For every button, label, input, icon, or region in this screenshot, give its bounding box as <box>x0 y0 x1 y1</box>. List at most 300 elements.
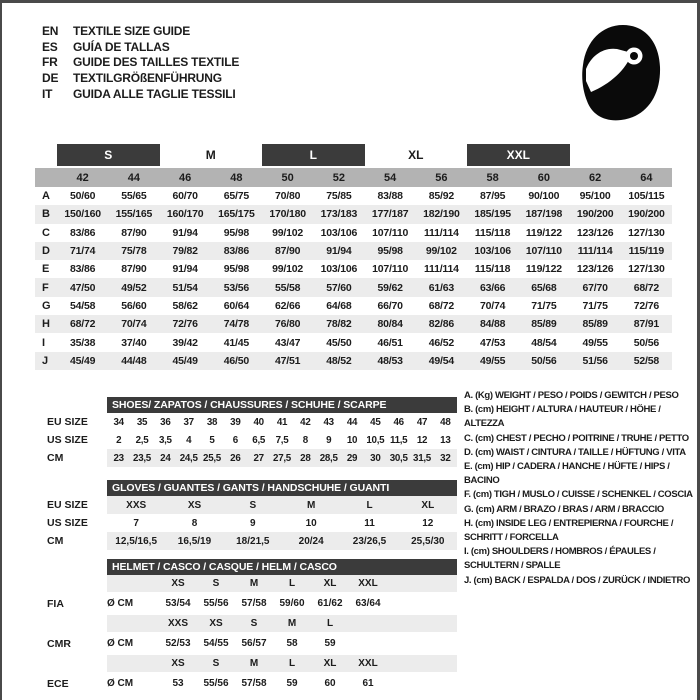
size-value: 71/75 <box>582 299 608 312</box>
helmet-size-row <box>47 575 457 592</box>
size-value: 30 <box>370 452 381 464</box>
size-value: 66/70 <box>377 299 403 312</box>
size-value: 39 <box>230 416 241 428</box>
size-value: 83/86 <box>223 245 250 258</box>
size-number: 52 <box>332 171 345 184</box>
legend-item: C. (cm) CHEST / PECHO / POITRINE / TRUHE / PETTO <box>464 432 689 444</box>
size-value: 26 <box>230 452 241 464</box>
gloves-size-table <box>47 480 457 550</box>
size-group-header-row <box>35 144 672 168</box>
measure-row-a <box>35 187 672 205</box>
measure-row-d <box>35 242 672 260</box>
size-value: 55/65 <box>121 190 147 203</box>
measure-row-b <box>35 205 672 223</box>
size-value: 45/49 <box>69 354 96 367</box>
size-group-m: M <box>205 148 216 162</box>
size-value: 49/55 <box>479 354 506 367</box>
row-label: J <box>42 354 48 367</box>
helmet-size-value: 58 <box>286 638 298 649</box>
size-value: 41/45 <box>223 336 250 349</box>
size-value: 3,5 <box>158 434 172 446</box>
size-value: 111/114 <box>423 263 459 276</box>
helmet-size-label: XS <box>209 618 223 629</box>
size-value: 47/50 <box>69 281 96 294</box>
size-value: 44/48 <box>121 354 147 367</box>
language-label: GUÍA DE TALLAS <box>73 39 170 54</box>
size-value: 45 <box>370 416 381 428</box>
legend-item: G. (cm) ARM / BRAZO / BRAS / ARM / BRACCIO <box>464 503 664 515</box>
row-label: H <box>42 318 50 331</box>
legend-item: J. (cm) BACK / ESPALDA / DOS / ZURÜCK / INDIETRO <box>464 574 690 586</box>
language-label: TEXTILE SIZE GUIDE <box>73 23 191 38</box>
size-value: 85/92 <box>428 190 455 203</box>
size-value: 58/62 <box>172 299 198 312</box>
size-value: 41 <box>276 416 288 428</box>
row-values <box>107 514 457 532</box>
size-value: 49/52 <box>121 281 147 294</box>
diameter-unit: Ø CM <box>107 638 134 649</box>
size-value: 83/86 <box>69 226 96 239</box>
size-value: 74/78 <box>223 318 250 331</box>
size-value: 182/190 <box>423 208 460 221</box>
size-row <box>47 449 457 467</box>
size-number: 48 <box>230 171 243 184</box>
size-value: 9 <box>250 517 256 529</box>
size-value: 48/52 <box>326 354 352 367</box>
row-label: D <box>42 245 50 258</box>
size-value: 18/21,5 <box>236 535 270 547</box>
size-row <box>47 532 457 550</box>
size-value: 91/94 <box>172 263 198 276</box>
size-value: 28 <box>300 452 311 464</box>
size-value: 103/106 <box>320 263 358 276</box>
legend-item: A. (Kg) WEIGHT / PESO / POIDS / GEWITCH / PESO <box>464 390 679 401</box>
size-value: 24 <box>160 452 171 464</box>
helmet-size-value: 55/56 <box>203 678 229 689</box>
language-row <box>42 70 239 86</box>
size-value: 7,5 <box>275 434 289 446</box>
size-value: 150/160 <box>64 208 101 221</box>
size-value: 30,5 <box>389 452 408 464</box>
size-value: 87/90 <box>121 263 147 276</box>
language-title-list <box>42 23 239 102</box>
helmet-rows <box>47 575 457 695</box>
size-value: 6 <box>232 434 238 446</box>
helmet-value-row <box>47 592 457 615</box>
size-value: 173/183 <box>320 208 358 221</box>
standard-label: CMR <box>47 637 71 650</box>
size-number: 56 <box>435 171 448 184</box>
size-number: 60 <box>537 171 550 184</box>
size-value: 62/66 <box>274 299 301 312</box>
size-value: 46 <box>393 416 404 428</box>
language-code: EN <box>42 23 59 38</box>
size-value: 53/56 <box>223 281 250 294</box>
size-value: 127/130 <box>628 226 665 239</box>
helmet-values <box>107 632 457 655</box>
size-value: 43/47 <box>274 336 301 349</box>
size-value: 5 <box>209 434 215 446</box>
size-value: 115/118 <box>474 263 511 276</box>
size-value: 2,5 <box>135 434 149 446</box>
size-value: 23 <box>113 452 124 464</box>
helmet-size-value: 63/64 <box>355 598 381 609</box>
size-group-s: S <box>57 144 160 166</box>
size-value: 68/72 <box>69 318 96 331</box>
size-value: 8 <box>191 517 198 529</box>
size-value: 32 <box>440 452 451 464</box>
row-label <box>47 615 107 632</box>
size-value: 25,5/30 <box>411 535 445 547</box>
helmet-size-label: L <box>288 658 296 669</box>
helmet-size-label: M <box>249 658 259 669</box>
size-value: 99/102 <box>272 226 304 239</box>
size-value: 24,5 <box>179 452 198 464</box>
size-value: 2 <box>116 434 122 446</box>
helmet-size-value: 57/58 <box>241 678 267 689</box>
row-label: F <box>42 281 49 294</box>
size-value: 44 <box>346 416 358 428</box>
size-value: 87/90 <box>121 226 147 239</box>
size-value: 54/58 <box>69 299 96 312</box>
helmet-size-value: 59 <box>324 638 336 649</box>
shoes-section-header: SHOES/ ZAPATOS / CHAUSSURES / SCHUHE / SCARPE <box>107 397 457 413</box>
size-value: 12,5/16,5 <box>115 535 158 547</box>
size-value: 9 <box>326 434 332 446</box>
size-value: 46/52 <box>428 336 455 349</box>
measure-row-c <box>35 224 672 242</box>
size-value: 99/102 <box>272 263 304 276</box>
size-value: 27 <box>253 452 264 464</box>
legend-item: E. (cm) HIP / CADERA / HANCHE / HÜFTE / HIPS / BACINO <box>464 461 670 487</box>
row-label <box>47 655 107 672</box>
size-value: 87/95 <box>479 190 506 203</box>
row-label: E <box>42 263 50 276</box>
size-value: XXS <box>126 499 147 511</box>
standard-label: FIA <box>47 597 64 610</box>
measure-row-h <box>35 315 672 333</box>
diameter-unit: Ø CM <box>107 678 134 689</box>
size-value: 119/122 <box>525 226 562 239</box>
helmet-size-value: 55/56 <box>203 598 229 609</box>
size-value: 115/119 <box>628 245 665 258</box>
size-value: 87/91 <box>633 318 660 331</box>
size-value: 107/110 <box>372 226 409 239</box>
measure-row-i <box>35 333 672 351</box>
size-value: 27,5 <box>273 452 291 464</box>
standard-label: ECE <box>47 677 69 690</box>
size-value: 83/88 <box>377 190 403 203</box>
measurement-rows <box>35 187 672 370</box>
row-label: EU SIZE <box>47 416 88 428</box>
helmet-value-row <box>47 632 457 655</box>
helmet-values <box>107 592 457 615</box>
row-label: C <box>42 226 50 239</box>
row-label <box>47 575 107 592</box>
size-number: 62 <box>589 171 602 184</box>
gloves-rows <box>47 496 457 550</box>
row-values <box>107 431 457 449</box>
size-value: 80/84 <box>377 318 403 331</box>
size-value: 28,5 <box>319 452 338 464</box>
size-value: 25,5 <box>203 452 221 464</box>
size-value: 99/102 <box>425 245 457 258</box>
language-label: GUIDE DES TAILLES TEXTILE <box>73 55 240 70</box>
size-number: 50 <box>281 171 294 184</box>
row-values <box>107 532 457 550</box>
size-group-xl: XL <box>408 148 424 162</box>
legend-item: D. (cm) WAIST / CINTURA / TAILLE / HÜFTUNG / VITA <box>464 446 686 458</box>
size-value: 67/70 <box>582 281 608 294</box>
size-value: 48/53 <box>377 354 403 367</box>
size-value: 31,5 <box>413 452 431 464</box>
size-value: 10 <box>305 517 317 529</box>
helmet-size-value: 61 <box>362 678 374 689</box>
helmet-size-row <box>47 655 457 672</box>
measurement-legend <box>464 389 697 588</box>
size-value: 57/60 <box>326 281 352 294</box>
helmet-size-value: 61/62 <box>317 598 343 609</box>
size-value: 51/54 <box>172 281 198 294</box>
size-value: 65/75 <box>223 190 250 203</box>
size-value: 45/49 <box>172 354 198 367</box>
size-value: 51/56 <box>582 354 608 367</box>
helmet-size-label: S <box>212 578 220 589</box>
size-value: 42 <box>300 416 311 428</box>
size-value: 95/98 <box>377 245 403 258</box>
helmet-size-value: 53 <box>172 678 184 689</box>
size-value: 49/55 <box>582 336 608 349</box>
shoes-rows <box>47 413 457 467</box>
size-row <box>47 514 457 532</box>
legend-item: F. (cm) TIGH / MUSLO / CUISSE / SCHENKEL / COSCIA <box>464 489 693 501</box>
size-value: 82/86 <box>428 318 455 331</box>
size-value: 34 <box>113 416 124 428</box>
helmet-size-label: XXS <box>167 618 188 629</box>
size-value: 37 <box>183 416 194 428</box>
size-value: 63/66 <box>479 281 506 294</box>
row-label: US SIZE <box>47 517 88 529</box>
row-label: US SIZE <box>47 434 88 446</box>
size-value: 10 <box>346 434 358 446</box>
size-value: 95/100 <box>579 190 611 203</box>
language-row <box>42 55 239 71</box>
helmet-size-row <box>47 615 457 632</box>
size-value: 36 <box>160 416 171 428</box>
helmet-size-label: XS <box>171 578 185 589</box>
size-value: 79/82 <box>172 245 198 258</box>
size-value: 13 <box>440 434 451 446</box>
size-value: 111/114 <box>423 226 459 239</box>
legend-item: B. (cm) HEIGHT / ALTURA / HAUTEUR / HÖHE / ALTEZZA <box>464 404 661 430</box>
size-value: 64/68 <box>326 299 352 312</box>
size-value: 76/80 <box>274 318 301 331</box>
helmet-size-label: XL <box>323 578 337 589</box>
size-value: 185/195 <box>474 208 511 221</box>
measure-row-j <box>35 352 672 370</box>
size-value: 10,5 <box>366 434 385 446</box>
size-value: 35 <box>136 416 148 428</box>
size-row <box>47 496 457 514</box>
size-value: 6,5 <box>252 434 266 446</box>
size-value: 119/122 <box>525 263 562 276</box>
size-value: 68/72 <box>428 299 455 312</box>
size-value: 83/86 <box>69 263 96 276</box>
helmet-size-labels <box>107 615 457 632</box>
helmet-size-label: M <box>249 578 259 589</box>
size-number: 42 <box>76 171 89 184</box>
size-value: 45/50 <box>326 336 352 349</box>
size-number: 54 <box>384 171 397 184</box>
helmet-size-label: XXL <box>358 658 378 669</box>
size-row <box>47 413 457 431</box>
shoes-size-table <box>47 397 457 467</box>
size-value: 7 <box>133 517 139 529</box>
size-value: 103/106 <box>320 226 358 239</box>
size-value: 50/60 <box>69 190 96 203</box>
language-code: ES <box>42 39 58 54</box>
size-value: 16,5/19 <box>177 535 212 547</box>
helmet-size-table <box>47 559 457 695</box>
helmet-size-label: M <box>287 618 297 629</box>
size-value: 38 <box>206 416 218 428</box>
helmet-size-label: L <box>288 578 296 589</box>
size-value: 70/80 <box>274 190 301 203</box>
measure-row-f <box>35 278 672 296</box>
size-value: 115/118 <box>474 226 511 239</box>
size-value: 35/38 <box>69 336 96 349</box>
size-value: 165/175 <box>218 208 255 221</box>
size-value: 127/130 <box>628 263 665 276</box>
row-label: B <box>42 208 50 221</box>
size-value: 155/165 <box>115 208 153 221</box>
helmet-size-label: S <box>250 618 258 629</box>
size-value: 47 <box>416 416 428 428</box>
size-value: 177/187 <box>371 208 409 221</box>
helmet-value-row <box>47 672 457 695</box>
size-value: 23,5 <box>133 452 151 464</box>
size-value: 61/63 <box>428 281 455 294</box>
helmet-size-value: 54/55 <box>203 638 229 649</box>
row-values <box>107 449 457 467</box>
size-value: 71/75 <box>531 299 557 312</box>
size-value: 29 <box>346 452 358 464</box>
size-value: 95/98 <box>223 226 250 239</box>
size-group-l: L <box>262 144 365 166</box>
row-label: G <box>42 299 51 312</box>
size-value: 91/94 <box>172 226 198 239</box>
size-value: 65/68 <box>531 281 557 294</box>
helmet-size-label: XL <box>323 658 337 669</box>
row-label: CM <box>47 535 64 547</box>
size-number: 44 <box>127 171 140 184</box>
size-value: 75/85 <box>326 190 352 203</box>
size-value: XS <box>187 499 202 511</box>
size-value: 46/50 <box>223 354 250 367</box>
size-value: 60/70 <box>172 190 198 203</box>
size-number: 46 <box>179 171 192 184</box>
helmet-section-header: HELMET / CASCO / CASQUE / HELM / CASCO <box>107 559 457 575</box>
size-value: 87/90 <box>274 245 301 258</box>
size-value: 55/58 <box>274 281 301 294</box>
language-label: GUIDA ALLE TAGLIE TESSILI <box>73 87 236 102</box>
legend-item: I. (cm) SHOULDERS / HOMBROS / ÉPAULES / SCHULTERN / SPALLE <box>464 546 656 572</box>
size-value: 70/74 <box>121 318 147 331</box>
language-code: IT <box>42 87 53 102</box>
size-value: 48/54 <box>531 336 557 349</box>
size-value: 48 <box>440 416 451 428</box>
size-value: 71/74 <box>69 245 96 258</box>
size-value: 95/98 <box>223 263 250 276</box>
size-value: 91/94 <box>326 245 352 258</box>
size-group-xxl: XXL <box>467 144 570 166</box>
helmet-size-value: 57/58 <box>241 598 267 609</box>
size-value: 72/76 <box>633 299 660 312</box>
legend-item: H. (cm) INSIDE LEG / ENTREPIERNA / FOURCHE / SCHRITT / FORCELLA <box>464 517 674 544</box>
size-value: 47/53 <box>479 336 506 349</box>
helmet-values <box>107 672 457 695</box>
size-value: 11 <box>364 517 375 529</box>
size-number: 64 <box>640 171 653 184</box>
size-value: 70/74 <box>479 299 506 312</box>
size-value: 170/180 <box>269 208 306 221</box>
row-label: I <box>42 336 45 349</box>
language-code: FR <box>42 55 58 70</box>
size-value: 75/78 <box>121 245 147 258</box>
size-value: 4 <box>186 434 192 446</box>
size-value: 56/60 <box>121 299 147 312</box>
size-value: 46/51 <box>377 336 403 349</box>
language-row <box>42 86 239 102</box>
helmet-size-label: XXL <box>358 578 378 589</box>
size-value: 85/89 <box>531 318 557 331</box>
helmet-size-label: L <box>326 618 334 629</box>
size-value: XL <box>421 499 435 511</box>
size-value: M <box>306 499 316 511</box>
helmet-size-value: 53/54 <box>165 598 191 609</box>
size-value: 60/64 <box>223 299 250 312</box>
helmet-size-label: XS <box>171 658 185 669</box>
size-value: 11,5 <box>390 434 408 446</box>
size-value: 84/88 <box>479 318 506 331</box>
size-value: 12 <box>422 517 434 529</box>
measure-row-e <box>35 260 672 278</box>
size-value: 8 <box>302 434 308 446</box>
racing-helmet-icon <box>577 23 661 123</box>
row-label: CM <box>47 452 64 464</box>
size-value: 85/89 <box>582 318 608 331</box>
size-value: 52/58 <box>633 354 660 367</box>
size-value: 90/100 <box>528 190 560 203</box>
language-row <box>42 39 239 55</box>
size-value: 40 <box>253 416 264 428</box>
size-value: 107/110 <box>372 263 409 276</box>
size-value: 160/170 <box>166 208 204 221</box>
size-value: 72/76 <box>172 318 198 331</box>
helmet-size-labels <box>107 655 457 672</box>
size-row <box>47 431 457 449</box>
size-value: 123/126 <box>576 263 614 276</box>
helmet-size-value: 60 <box>324 678 336 689</box>
diameter-unit: Ø CM <box>107 598 134 609</box>
size-value: 107/110 <box>525 245 562 258</box>
size-value: 39/42 <box>172 336 198 349</box>
helmet-size-value: 59 <box>286 678 298 689</box>
size-number: 58 <box>486 171 499 184</box>
helmet-size-value: 59/60 <box>279 598 305 609</box>
row-values <box>107 413 457 431</box>
size-value: 78/82 <box>326 318 352 331</box>
